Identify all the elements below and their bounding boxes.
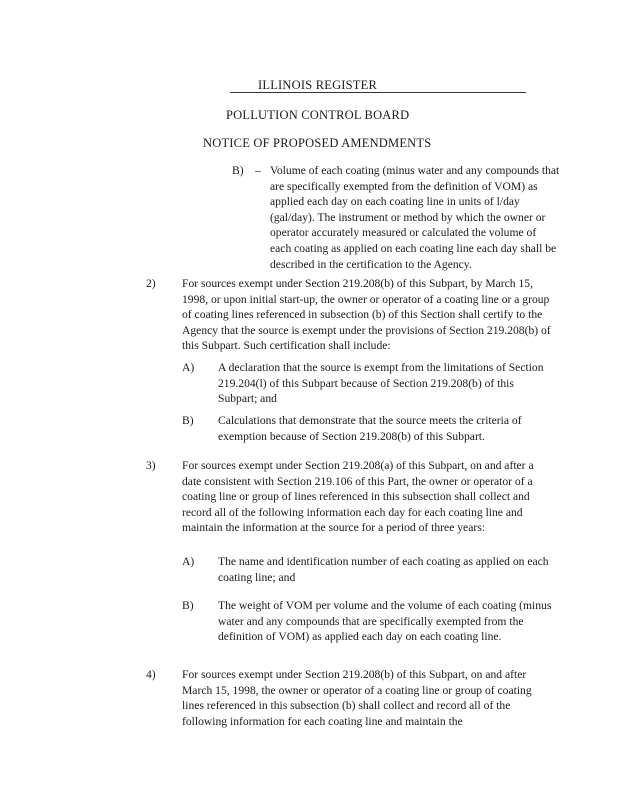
- paragraph-text: For sources exempt under Section 219.208(b) of this Subpart, on and after March 15, 1998, the owner or operator of a coating line or group of coating lines referenced in this subsection (b) shall collect and record all of the following information for each coating line and maintain the: [182, 668, 532, 728]
- paragraph-text: The name and identification number of each coating as applied on each coating line; and: [218, 555, 549, 584]
- paragraph-label: A): [182, 361, 195, 374]
- paragraph-label: 3): [146, 459, 156, 472]
- board-title: POLLUTION CONTROL BOARD: [226, 108, 410, 122]
- paragraph-label: B): [232, 164, 244, 177]
- paragraph-text: Calculations that demonstrate that the source meets the criteria of exemption because of Section 219.208(b) of this Subpart.: [218, 414, 522, 443]
- notice-title: NOTICE OF PROPOSED AMENDMENTS: [203, 136, 432, 150]
- paragraph-label: B): [182, 599, 194, 612]
- paragraph-text: For sources exempt under Section 219.208(a) of this Subpart, on and after a date consistent with Section 219.106 of this Part, the owner or operator of a coating line or group of lines referenced in this subsection shall collect and record all of the following information each day for each coating line and maintain the information at the source for a period of three years:: [182, 459, 534, 535]
- register-title: ILLINOIS REGISTER: [258, 78, 378, 92]
- paragraph-label: 4): [146, 668, 156, 681]
- paragraph-label: A): [182, 555, 195, 568]
- paragraph-text: Volume of each coating (minus water and any compounds that are specifically exempted from the definition of VOM) as applied each day on each coating line in units of l/day (gal/day). The instrument or method by which the owner or operator accurately measured or calculated the volume of each coating as applied on each coating line each day shall be described in the certification to the Agency.: [270, 164, 560, 271]
- paragraph-label: B): [182, 414, 194, 427]
- register-rule: [230, 92, 526, 93]
- paragraph-label: 2): [146, 277, 156, 290]
- paragraph-text: The weight of VOM per volume and the volume of each coating (minus water and any compounds that are specifically exempted from the definition of VOM) as applied each day on each coating line.: [218, 599, 552, 644]
- paragraph-text: For sources exempt under Section 219.208(b) of this Subpart, by March 15, 1998, or upon initial start-up, the owner or operator of a coating line or a group of coating lines referenced in subsection (b) of this Section shall certify to the Agency that the source is exempt under the provisions of Section 219.208(b) of this Subpart. Such certification shall include:: [182, 277, 551, 353]
- paragraph-text: A declaration that the source is exempt from the limitations of Section 219.204(l) of this Subpart because of Section 219.208(b) of this Subpart; and: [218, 361, 544, 406]
- dash-mark: –: [255, 164, 261, 177]
